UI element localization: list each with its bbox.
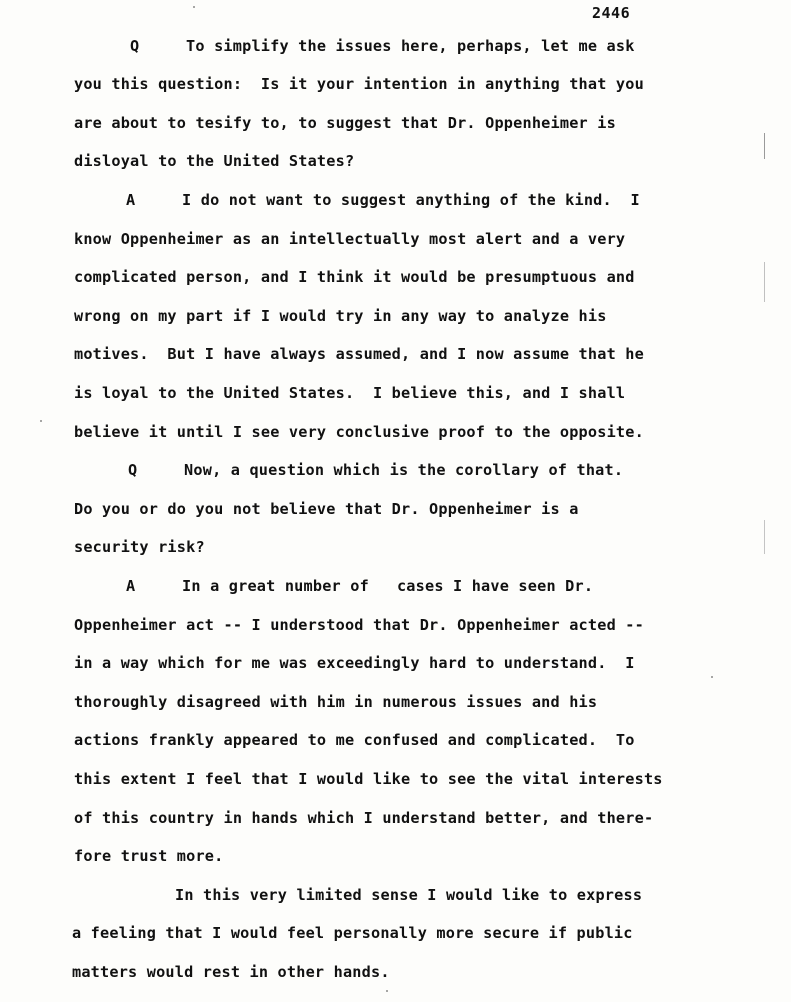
transcript-line: thoroughly disagreed with him in numerous issues and his [74, 693, 598, 711]
transcript-line: Q To simplify the issues here, perhaps, let me ask [130, 37, 635, 55]
page-number: 2446 [592, 4, 631, 22]
transcript-line: are about to tesify to, to suggest that Dr. Oppenheimer is [74, 114, 616, 132]
transcript-line: of this country in hands which I understand better, and there- [74, 809, 654, 827]
transcript-line: in a way which for me was exceedingly hard to understand. I [74, 654, 635, 672]
transcript-line: Q Now, a question which is the corollary of that. [128, 461, 624, 479]
transcript-line: Do you or do you not believe that Dr. Oppenheimer is a [74, 500, 579, 518]
transcript-line: actions frankly appeared to me confused and complicated. To [74, 731, 635, 749]
transcript-line: believe it until I see very conclusive proof to the opposite. [74, 423, 644, 441]
transcript-line: know Oppenheimer as an intellectually most alert and a very [74, 230, 626, 248]
scan-artifact [711, 676, 713, 678]
scan-artifact [40, 420, 42, 422]
transcript-line: A I do not want to suggest anything of the kind. I [126, 191, 640, 209]
transcript-line: complicated person, and I think it would be presumptuous and [74, 268, 635, 286]
scan-artifact [764, 133, 765, 159]
transcript-line: a feeling that I would feel personally more secure if public [72, 924, 633, 942]
scan-artifact [764, 520, 765, 554]
transcript-line: motives. But I have always assumed, and I now assume that he [74, 345, 644, 363]
transcript-line: Oppenheimer act -- I understood that Dr. Oppenheimer acted -- [74, 616, 644, 634]
transcript-line: fore trust more. [74, 847, 224, 865]
transcript-line: is loyal to the United States. I believe this, and I shall [74, 384, 626, 402]
transcript-line: In this very limited sense I would like to express [175, 886, 643, 904]
transcript-line: you this question: Is it your intention in anything that you [74, 75, 644, 93]
transcript-line: A In a great number of cases I have seen Dr. [126, 577, 594, 595]
transcript-line: security risk? [74, 538, 205, 556]
scan-artifact [193, 6, 195, 8]
transcript-line: this extent I feel that I would like to see the vital interests [74, 770, 663, 788]
scan-artifact [764, 262, 765, 302]
transcript-line: matters would rest in other hands. [72, 963, 390, 981]
scan-artifact [386, 990, 388, 992]
transcript-line: disloyal to the United States? [74, 152, 355, 170]
transcript-line: wrong on my part if I would try in any way to analyze his [74, 307, 607, 325]
